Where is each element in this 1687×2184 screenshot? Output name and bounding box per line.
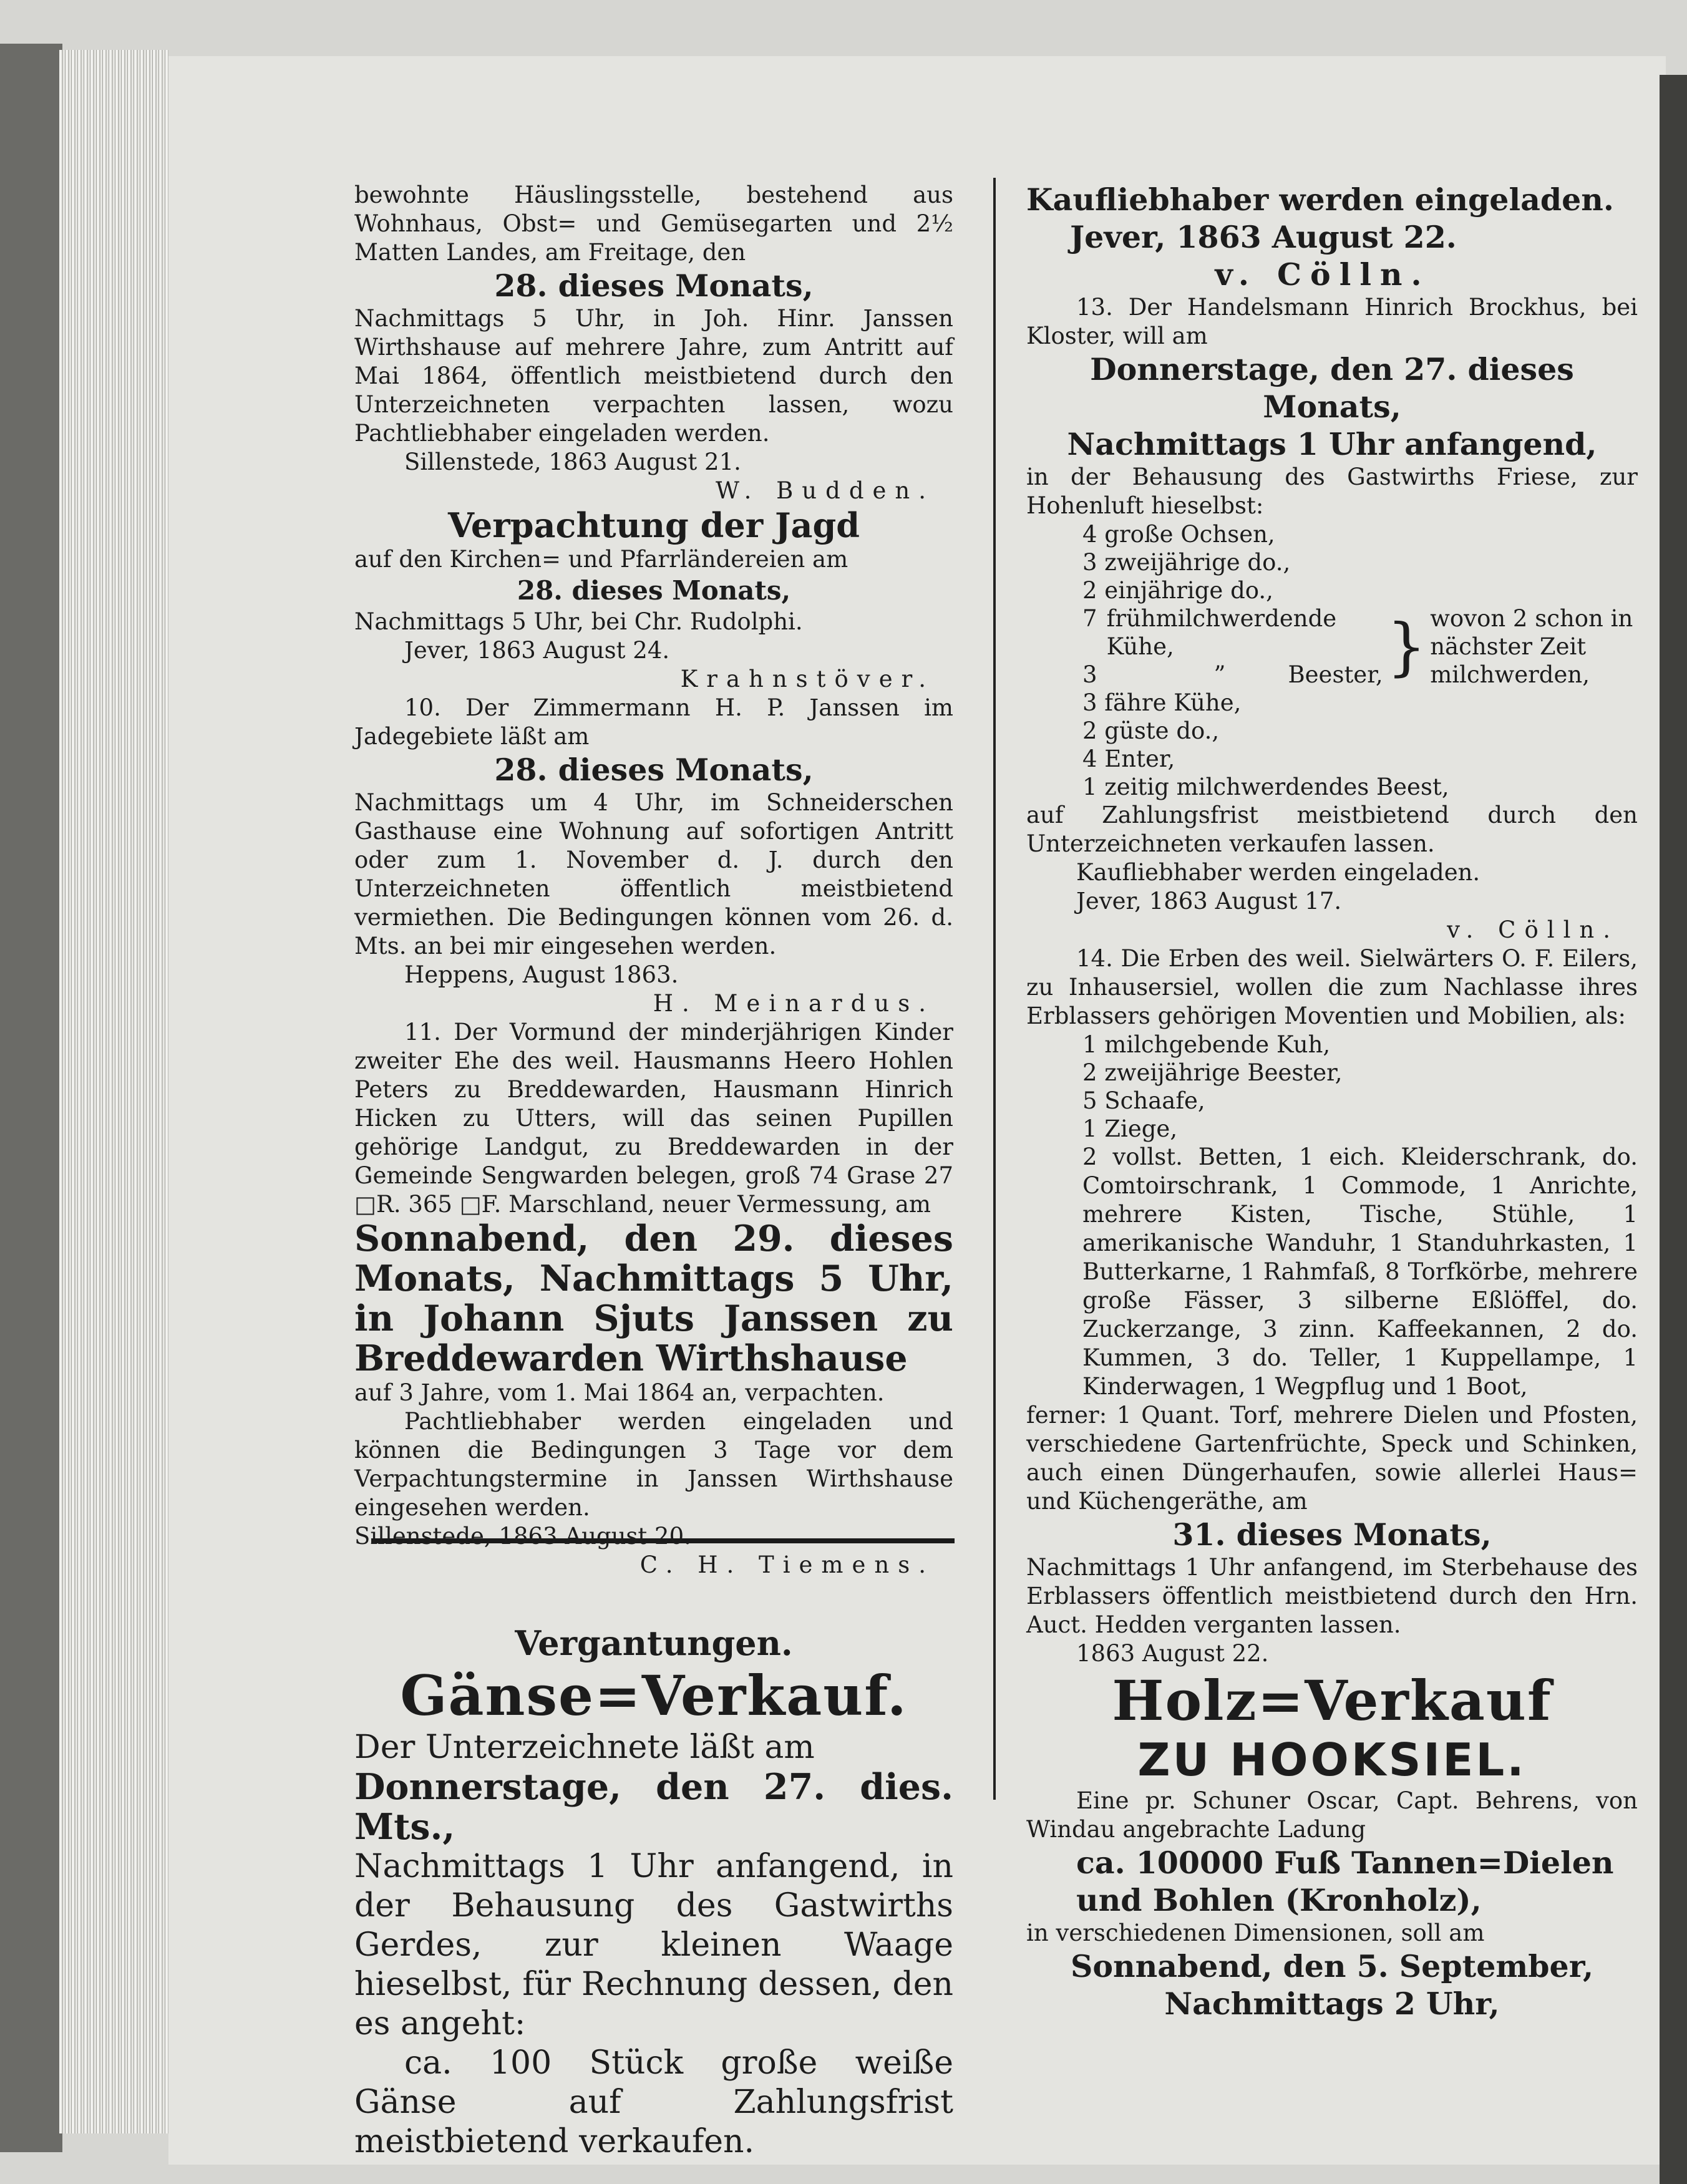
estate-furniture: 2 vollst. Betten, 1 eich. Kleiderschrank, do. Comtoirschrank, 1 Commode, 1 Anrichte, mehrere Kisten, Tische, Stühle, 1 amerikanische Wanduhr, 1 Standuhrkasten, 1 Butterkarne, 1 Rahmfaß, 8 Torfkörbe, mehrere große Fässer, 3 silberne Eßlöffel, do. Zuckerzange, 3 zinn. Kaffeekannen, 2 do. Kummen, 3 do. Teller, 1 Kuppellampe, 1 Kinderwagen, 1 Wegpflug und 1 Boot, — [1082, 1143, 1638, 1400]
right-column — [1026, 181, 1638, 2022]
left-column — [354, 181, 953, 2162]
notice-9-date: 28. dieses Monats, — [494, 268, 814, 304]
notice-13-date: Donnerstage, den 27. dieses Monats, — [1090, 351, 1574, 425]
page-stack-edge — [59, 50, 168, 2133]
notice-10-place: Heppens, August 1863. — [404, 961, 679, 988]
timber-sale-title: Holz=Verkauf — [1112, 1668, 1552, 1733]
hunt-lease-signature: Krahnstöver. — [680, 666, 935, 692]
list-item: 3 fähre Kühe, — [1082, 689, 1242, 716]
estate-list — [1026, 1031, 1638, 1143]
hunt-lease-place: Jever, 1863 August 24. — [404, 637, 670, 664]
notice-13-body-2: auf Zahlungsfrist meistbietend durch den Unterzeichneten verkaufen lassen. — [1026, 802, 1638, 857]
notice-9-signature: W. Budden. — [716, 477, 935, 504]
notice-10-body: Nachmittags um 4 Uhr, im Schneiderschen Gasthause eine Wohnung auf sofortigen Antritt oder zum 1. November d. J. durch den Unterzeichneten öffentlich meistbietend vermiethen. Die Bedingungen können vom 26. d. Mts. an bei mir eingesehen werden. — [354, 789, 953, 959]
timber-sale-time: Nachmittags 2 Uhr, — [1164, 1986, 1500, 2022]
list-item: 2 einjährige do., — [1082, 577, 1273, 604]
timber-sale-location: ZU HOOKSIEL. — [1137, 1734, 1527, 1786]
facing-page-edge — [1660, 75, 1687, 2184]
estate-further: ferner: 1 Quant. Torf, mehrere Dielen und Pfosten, verschiedene Gartenfrüchte, Speck und Schinken, auch einen Düngerhaufen, sowie allerlei Haus= und Küchengeräthe, am — [1026, 1402, 1638, 1515]
notice-9-body: Nachmittags 5 Uhr, in Joh. Hinr. Janssen Wirthshause auf mehrere Jahre, zum Antritt auf Mai 1864, öffentlich meistbietend durch den Unterzeichneten verpachten lassen, wozu Pachtliebhaber eingeladen werden. — [354, 305, 953, 447]
notice-13-body: in der Behausung des Gastwirths Friese, zur Hohenluft hieselbst: — [1026, 463, 1638, 519]
notice-14-place: 1863 August 22. — [1076, 1640, 1269, 1667]
auctions-heading: Vergantungen. — [515, 1623, 793, 1663]
hunt-lease-date: 28. dieses Monats, — [517, 575, 791, 606]
notice-11-body: auf 3 Jahre, vom 1. Mai 1864 an, verpachten. — [354, 1379, 885, 1406]
beester-label: Beester, — [1288, 661, 1383, 688]
notice-13-time: Nachmittags 1 Uhr anfangend, — [1067, 426, 1597, 462]
geese-sale-title: Gänse=Verkauf. — [400, 1663, 908, 1728]
list-item: 4 Enter, — [1082, 745, 1175, 772]
notice-11-text: 11. Der Vormund der minderjährigen Kinder zweiter Ehe des weil. Hausmanns Heero Hohlen Peters zu Breddewarden, Hausmann Hinrich Hicken zu Utters, will das seinen Pupillen gehörige Landgut, zu Breddewarden in der Gemeinde Sengwarden belegen, groß 74 Grase 27 □R. 365 □F. Marschland, neuer Vermessung, am — [354, 1019, 953, 1218]
notice-11-place: Sillenstede, 1863 August 20. — [354, 1523, 691, 1550]
cow-label — [1107, 661, 1383, 689]
cow-note: wovon 2 schon in nächster Zeit milchwerden, — [1430, 605, 1633, 688]
notice-9-place: Sillenstede, 1863 August 21. — [404, 449, 741, 475]
list-item: 3 zweijährige do., — [1082, 549, 1291, 576]
cows-table — [1082, 604, 1638, 689]
notice-10-date: 28. dieses Monats, — [494, 752, 814, 788]
notice-14-body: Nachmittags 1 Uhr anfangend, im Sterbehause des Erblassers öffentlich meistbietend durch den Hrn. Auct. Hedden verganten lassen. — [1026, 1554, 1638, 1638]
brace-glyph: } — [1386, 609, 1427, 683]
notice-11-signature: C. H. Tiemens. — [639, 1551, 935, 1578]
list-item: 1 zeitig milchwerdendes Beest, — [1082, 774, 1449, 800]
timber-sale-intro: Eine pr. Schuner Oscar, Capt. Behrens, von Windau angebrachte Ladung — [1026, 1787, 1638, 1843]
notice-13-text: 13. Der Handelsmann Hinrich Brockhus, bei Kloster, will am — [1026, 294, 1638, 349]
notice-14-date: 31. dieses Monats, — [1172, 1517, 1492, 1553]
timber-sale-date: Sonnabend, den 5. September, — [1070, 1948, 1594, 1984]
list-item: 2 zweijährige Beester, — [1082, 1059, 1343, 1086]
cow-label: frühmilchwerdende Kühe, — [1106, 605, 1337, 660]
list-item: 1 Ziege, — [1082, 1115, 1178, 1142]
notice-13-signature: v. Cölln. — [1447, 916, 1619, 943]
hunt-lease-body: Nachmittags 5 Uhr, bei Chr. Rudolphi. — [354, 608, 803, 635]
notice-11-highlight: Sonnabend, den 29. dieses Monats, Nachmittags 5 Uhr, in Johann Sjuts Janssen zu Breddewarden Wirthshause — [354, 1218, 953, 1379]
notice-11-body-2: Pachtliebhaber werden eingeladen und können die Bedingungen 3 Tage vor dem Verpachtungstermine in Janssen Wirthshause eingesehen werden. — [354, 1408, 953, 1521]
top-signature: v. Cölln. — [1215, 256, 1431, 293]
column-divider — [993, 178, 996, 1800]
geese-sale-date: Donnerstage, den 27. dies. Mts., — [354, 1766, 953, 1848]
notice-13-invite: Kaufliebhaber werden eingeladen. — [1076, 859, 1480, 886]
notice-14-text: 14. Die Erben des weil. Sielwärters O. F. Eilers, zu Inhausersiel, wollen die zum Nachlasse ihres Erblassers gehörigen Moventien und Mobilien, als: — [1026, 945, 1638, 1029]
livestock-list-2 — [1026, 689, 1638, 801]
book-cover-edge — [0, 44, 62, 2152]
notice-9-text: bewohnte Häuslingsstelle, bestehend aus Wohnhaus, Obst= und Gemüsegarten und 2½ Matten Landes, am Freitage, den — [354, 182, 953, 266]
top-place: Jever, 1863 August 22. — [1070, 219, 1457, 255]
timber-sale-goods: ca. 100000 Fuß Tannen=Dielen und Bohlen (Kronholz), — [1076, 1845, 1614, 1918]
hunt-lease-subtitle: auf den Kirchen= und Pfarrländereien am — [354, 546, 848, 573]
livestock-list-1 — [1026, 520, 1638, 604]
top-invite: Kaufliebhaber werden eingeladen. — [1026, 182, 1614, 218]
notice-13-place: Jever, 1863 August 17. — [1076, 888, 1342, 915]
geese-sale-body-2: ca. 100 Stück große weiße Gänse auf Zahlungsfrist meistbietend verkaufen. — [354, 2044, 953, 2160]
notice-10-text: 10. Der Zimmermann H. P. Janssen im Jadegebiete läßt am — [354, 694, 953, 750]
geese-sale-body: Nachmittags 1 Uhr anfangend, in der Behausung des Gastwirths Gerdes, zur kleinen Waage hieselbst, für Rechnung dessen, den es angeht: — [354, 1848, 953, 2042]
list-item: 5 Schaafe, — [1082, 1087, 1205, 1114]
list-item: 4 große Ochsen, — [1082, 521, 1275, 548]
cow-count: 7 — [1082, 605, 1097, 632]
list-item: 1 milchgebende Kuh, — [1082, 1031, 1331, 1058]
notice-10-signature: H. Meinardus. — [653, 990, 935, 1017]
cow-count: 3 — [1082, 661, 1097, 688]
hunt-lease-title: Verpachtung der Jagd — [447, 505, 860, 545]
geese-sale-intro: Der Unterzeichnete läßt am — [354, 1729, 815, 1766]
timber-sale-body: in verschiedenen Dimensionen, soll am — [1026, 1919, 1485, 1946]
list-item: 2 güste do., — [1082, 717, 1220, 744]
ditto-mark: ” — [1213, 661, 1226, 688]
